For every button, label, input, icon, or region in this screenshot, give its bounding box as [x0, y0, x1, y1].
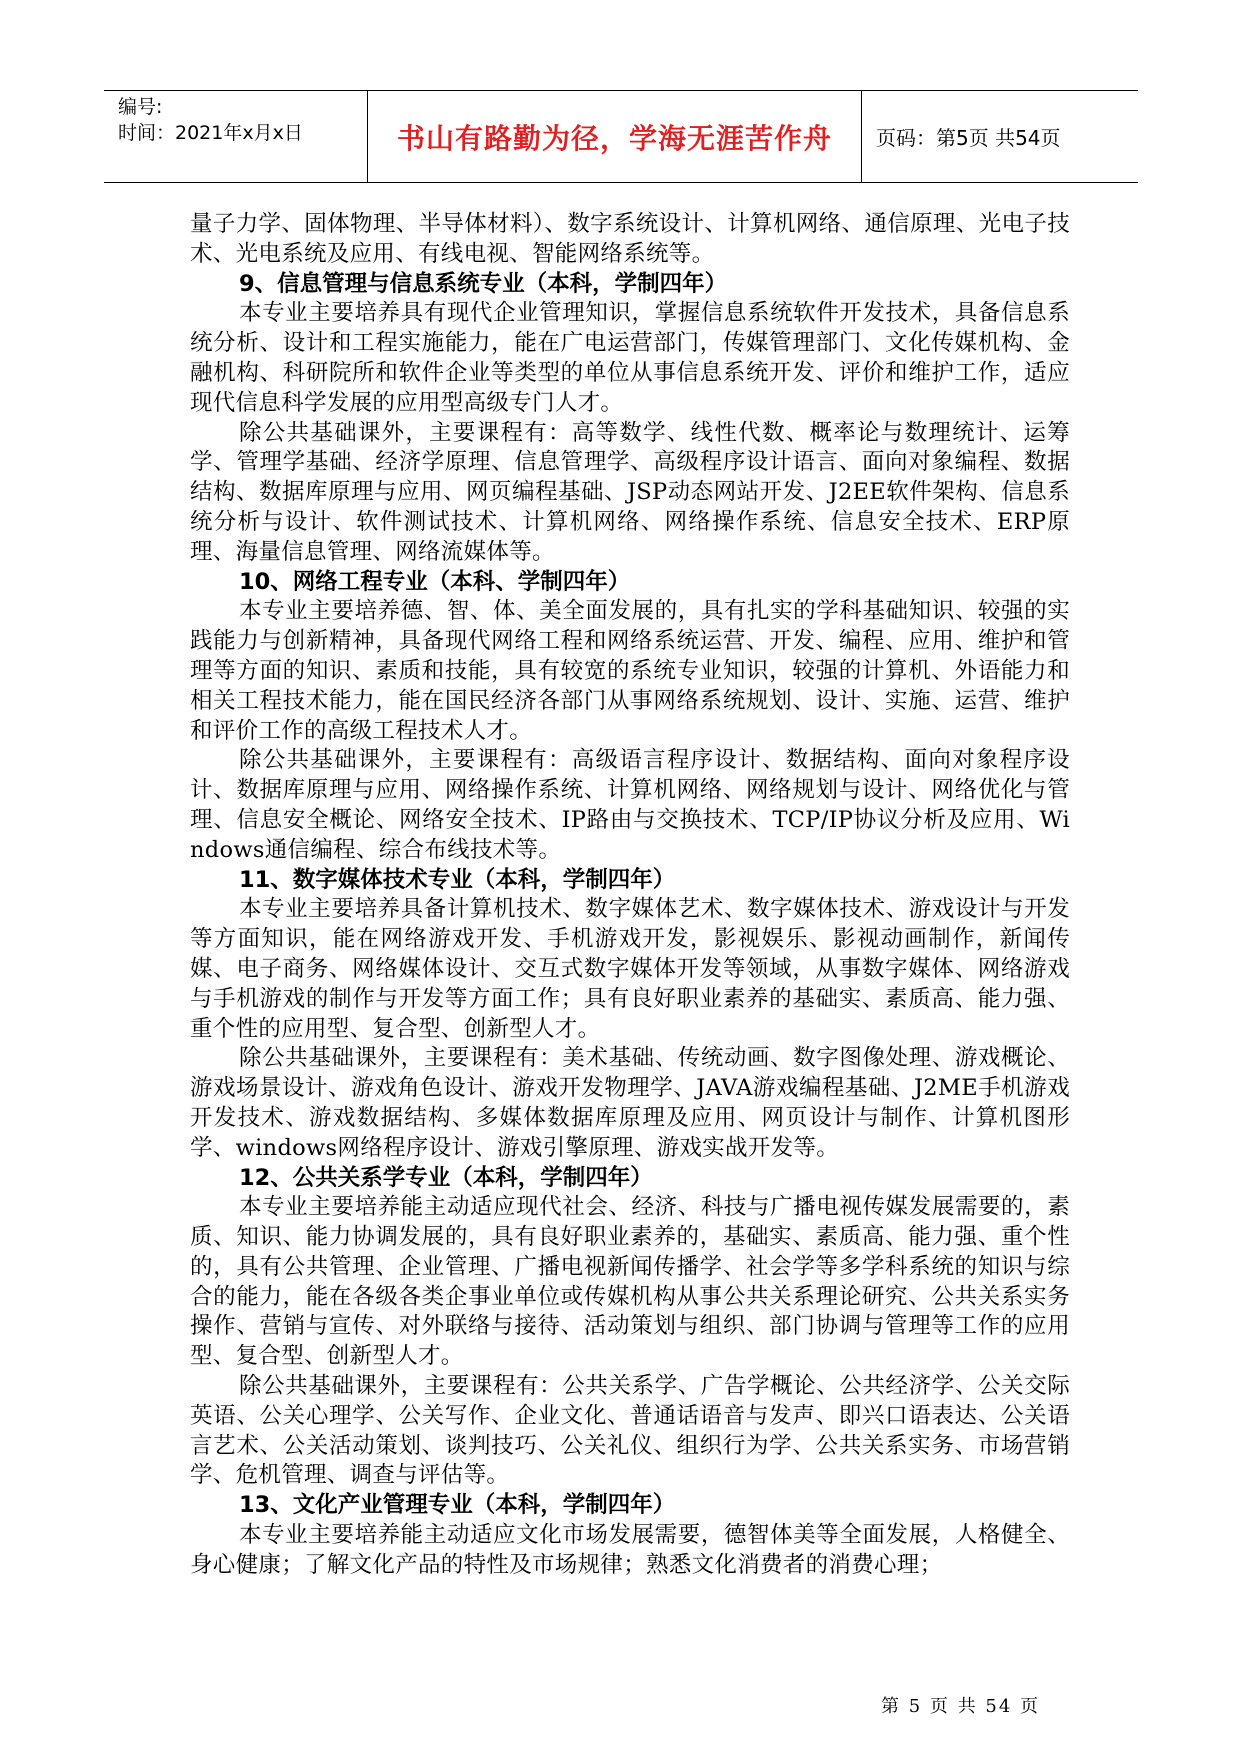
section-heading: 12、公共关系学专业（本科，学制四年）	[239, 1164, 653, 1191]
section-heading: 13、文化产业管理专业（本科，学制四年）	[239, 1492, 676, 1519]
body-paragraph: 量子力学、固体物理、半导体材料）、数字系统设计、计算机网络、通信原理、光电子技术、光电系统及应用、有线电视、智能网络系统等。	[190, 211, 1070, 267]
body-paragraph: 本专业主要培养能主动适应文化市场发展需要，德智体美等全面发展，人格健全、身心健康；了解文化产品的特性及市场规律；熟悉文化消费者的消费心理；	[190, 1522, 1070, 1578]
page-footer: 第 5 页 共 54 页	[881, 1696, 1040, 1717]
body-paragraph: 除公共基础课外，主要课程有：公共关系学、广告学概论、公共经济学、公关交际英语、公关心理学、公关写作、企业文化、普通话语音与发声、即兴口语表达、公关语言艺术、公关活动策划、谈判技巧、公关礼仪、组织行为学、公共关系实务、市场营销学、危机管理、调查与评估等。	[190, 1373, 1070, 1489]
document-number-label: 编号:	[118, 96, 163, 118]
body-paragraph: 本专业主要培养具备计算机技术、数字媒体艺术、数字媒体技术、游戏设计与开发等方面知识，能在网络游戏开发、手机游戏开发，影视娱乐、影视动画制作，新闻传媒、电子商务、网络媒体设计、交互式数字媒体开发等领域，从事数字媒体、网络游戏与手机游戏的制作与开发等方面工作；具有良好职业素养的基础实、素质高、能力强、重个性的应用型、复合型、创新型人才。	[190, 896, 1070, 1042]
document-body	[190, 210, 1070, 1581]
header-motto-cell	[368, 91, 862, 182]
section-heading: 11、数字媒体技术专业（本科，学制四年）	[239, 866, 676, 893]
document-time-label: 时间：2021年x月x日	[118, 122, 303, 144]
body-paragraph: 本专业主要培养德、智、体、美全面发展的，具有扎实的学科基础知识、较强的实践能力与创新精神，具备现代网络工程和网络系统运营、开发、编程、应用、维护和管理等方面的知识、素质和技能，具有较宽的系统专业知识，较强的计算机、外语能力和相关工程技术能力，能在国民经济各部门从事网络系统规划、设计、实施、运营、维护和评价工作的高级工程技术人才。	[190, 598, 1070, 744]
section-heading: 10、网络工程专业（本科、学制四年）	[239, 568, 631, 595]
header-table	[104, 90, 1138, 183]
body-paragraph: 除公共基础课外，主要课程有：美术基础、传统动画、数字图像处理、游戏概论、游戏场景设计、游戏角色设计、游戏开发物理学、JAVA游戏编程基础、J2ME手机游戏开发技术、游戏数据结构、多媒体数据库原理及应用、网页设计与制作、计算机图形学、windows网络程序设计、游戏引擎原理、游戏实战开发等。	[190, 1045, 1070, 1161]
section-heading: 9、信息管理与信息系统专业（本科，学制四年）	[239, 270, 728, 297]
body-paragraph: 本专业主要培养能主动适应现代社会、经济、科技与广播电视传媒发展需要的，素质、知识、能力协调发展的，具有良好职业素养的，基础实、素质高、能力强、重个性的，具有公共管理、企业管理、广播电视新闻传播学、社会学等多学科系统的知识与综合的能力，能在各级各类企事业单位或传媒机构从事公共关系理论研究、公共关系实务操作、营销与宣传、对外联络与接待、活动策划与组织、部门协调与管理等工作的应用型、复合型、创新型人才。	[190, 1194, 1070, 1370]
body-paragraph: 除公共基础课外，主要课程有：高级语言程序设计、数据结构、面向对象程序设计、数据库原理与应用、网络操作系统、计算机网络、网络规划与设计、网络优化与管理、信息安全概论、网络安全技术、IP路由与交换技术、TCP/IP协议分析及应用、Windows通信编程、综合布线技术等。	[190, 747, 1070, 863]
page-code: 页码：第5页 共54页	[876, 126, 1061, 150]
body-paragraph: 本专业主要培养具有现代企业管理知识，掌握信息系统软件开发技术，具备信息系统分析、设计和工程实施能力，能在广电运营部门，传媒管理部门、文化传媒机构、金融机构、科研院所和软件企业等类型的单位从事信息系统开发、评价和维护工作，适应现代信息科学发展的应用型高级专门人才。	[190, 300, 1070, 416]
header-info-cell	[104, 91, 368, 182]
body-paragraph: 除公共基础课外，主要课程有：高等数学、线性代数、概率论与数理统计、运筹学、管理学基础、经济学原理、信息管理学、高级程序设计语言、面向对象编程、数据结构、数据库原理与应用、网页编程基础、JSP动态网站开发、J2EE软件架构、信息系统分析与设计、软件测试技术、计算机网络、网络操作系统、信息安全技术、ERP原理、海量信息管理、网络流媒体等。	[190, 419, 1070, 565]
header-page-cell	[862, 91, 1138, 182]
motto-text: 书山有路勤为径，学海无涯苦作舟	[396, 121, 832, 155]
